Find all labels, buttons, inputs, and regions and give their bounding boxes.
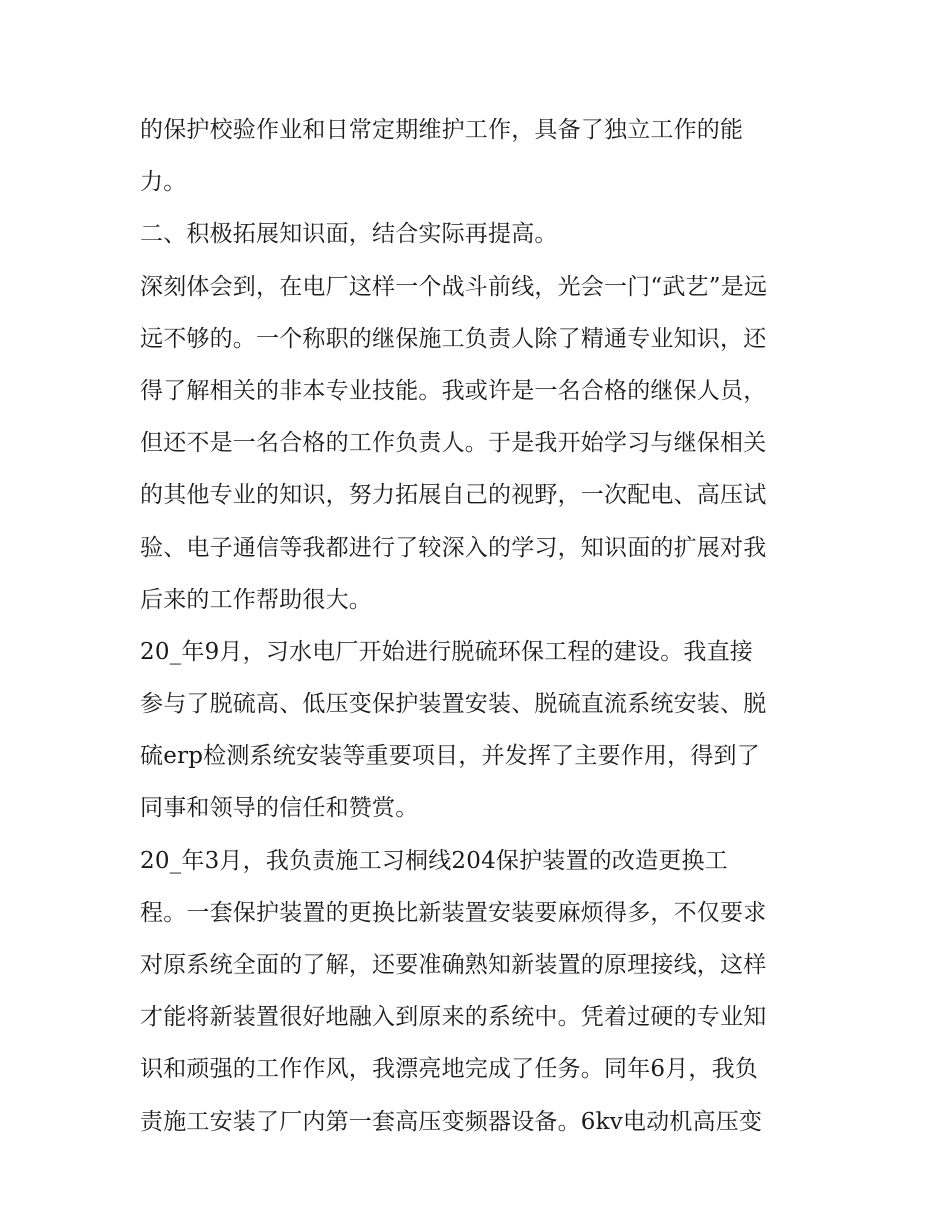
text-line-20: 责施工安装了厂内第一套高压变频器设备。6kv电动机高压变: [140, 1108, 763, 1135]
text-line-16: 程。一套保护装置的更换比新装置安装要麻烦得多，不仅要求: [140, 899, 767, 926]
text-line-1: 的保护校验作业和日常定期维护工作，具备了独立工作的能: [140, 117, 744, 143]
text-line-14: 同事和领导的信任和赞赏。: [140, 795, 419, 822]
text-line-8: 的其他专业的知识，努力拓展自己的视野，一次配电、高压试: [140, 482, 767, 509]
text-line-5: 远不够的。一个称职的继保施工负责人除了精通专业知识，还: [140, 325, 767, 352]
text-line-9: 验、电子通信等我都进行了较深入的学习，知识面的扩展对我: [140, 534, 767, 561]
text-line-12: 参与了脱硫高、低压变保护装置安装、脱硫直流系统安装、脱: [140, 691, 767, 718]
text-line-2: 力。: [140, 169, 187, 196]
text-line-15: 20_年3月，我负责施工习桐线204保护装置的改造更换工: [140, 847, 728, 874]
section-heading: 二、积极拓展知识面，结合实际再提高。: [140, 221, 558, 248]
text-line-19: 识和顽强的工作作风，我漂亮地完成了任务。同年6月，我负: [140, 1056, 759, 1083]
text-line-6: 得了解相关的非本专业技能。我或许是一名合格的继保人员，: [140, 377, 767, 404]
document-body: [140, 104, 820, 1148]
text-line-10: 后来的工作帮助很大。: [140, 586, 372, 613]
text-line-11: 20_年9月，习水电厂开始进行脱硫环保工程的建设。我直接: [140, 638, 753, 665]
text-line-7: 但还不是一名合格的工作负责人。于是我开始学习与继保相关: [140, 430, 767, 457]
text-line-17: 对原系统全面的了解，还要准确熟知新装置的原理接线，这样: [140, 952, 767, 978]
text-line-18: 才能将新装置很好地融入到原来的系统中。凭着过硬的专业知: [140, 1004, 767, 1031]
text-line-13: 硫erp检测系统安装等重要项目，并发挥了主要作用，得到了: [140, 743, 760, 770]
text-line-4: 深刻体会到，在电厂这样一个战斗前线，光会一门“武艺”是远: [140, 273, 768, 300]
